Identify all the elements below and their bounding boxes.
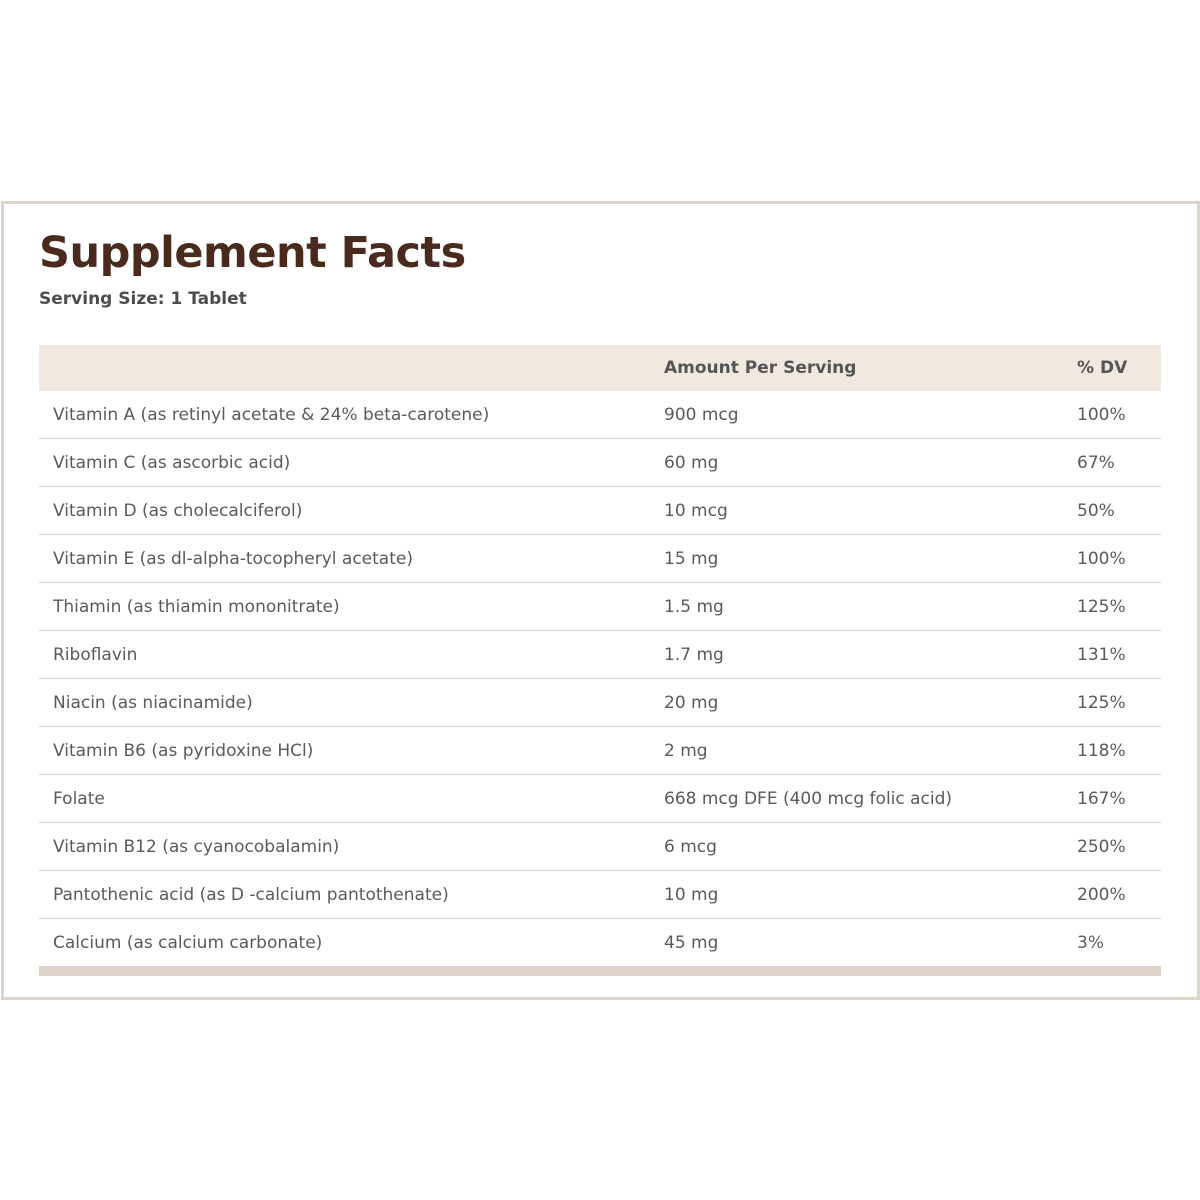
nutrient-dv: 125% xyxy=(1077,596,1126,617)
nutrient-amount: 1.5 mg xyxy=(664,596,724,617)
table-row xyxy=(39,535,1161,583)
nutrient-amount: 2 mg xyxy=(664,740,708,761)
table-header-row xyxy=(39,345,1161,391)
nutrient-dv: 250% xyxy=(1077,836,1126,857)
header-nutrient xyxy=(39,345,650,391)
nutrient-name: Vitamin C (as ascorbic acid) xyxy=(53,452,291,473)
nutrient-name: Vitamin E (as dl-alpha-tocopheryl acetate) xyxy=(53,548,413,569)
table-row xyxy=(39,583,1161,631)
nutrient-amount: 20 mg xyxy=(664,692,719,713)
nutrient-name: Niacin (as niacinamide) xyxy=(53,692,253,713)
supplement-facts-panel xyxy=(1,201,1200,1000)
nutrient-dv: 67% xyxy=(1077,452,1115,473)
nutrient-dv: 131% xyxy=(1077,644,1126,665)
nutrient-dv: 50% xyxy=(1077,500,1115,521)
table-footer-bar xyxy=(39,966,1161,976)
nutrient-amount: 15 mg xyxy=(664,548,719,569)
nutrient-amount: 1.7 mg xyxy=(664,644,724,665)
header-amount-per-serving: Amount Per Serving xyxy=(664,358,857,378)
nutrient-name: Pantothenic acid (as D -calcium pantothenate) xyxy=(53,884,449,905)
table-row xyxy=(39,487,1161,535)
nutrient-name: Vitamin A (as retinyl acetate & 24% beta-carotene) xyxy=(53,404,490,425)
nutrient-dv: 167% xyxy=(1077,788,1126,809)
nutrient-name: Calcium (as calcium carbonate) xyxy=(53,932,323,953)
supplement-facts-table xyxy=(39,345,1161,966)
table-row xyxy=(39,727,1161,775)
nutrient-dv: 118% xyxy=(1077,740,1126,761)
table-row xyxy=(39,919,1161,967)
nutrient-name: Vitamin B6 (as pyridoxine HCl) xyxy=(53,740,314,761)
nutrient-amount: 10 mg xyxy=(664,884,719,905)
table-row xyxy=(39,391,1161,439)
page-title: Supplement Facts xyxy=(39,228,466,278)
table-row xyxy=(39,823,1161,871)
nutrient-amount: 60 mg xyxy=(664,452,719,473)
nutrient-name: Vitamin D (as cholecalciferol) xyxy=(53,500,303,521)
nutrient-dv: 200% xyxy=(1077,884,1126,905)
nutrient-amount: 668 mcg DFE (400 mcg folic acid) xyxy=(664,788,953,809)
table-row xyxy=(39,775,1161,823)
nutrient-dv: 3% xyxy=(1077,932,1104,953)
nutrient-name: Vitamin B12 (as cyanocobalamin) xyxy=(53,836,340,857)
nutrient-amount: 6 mcg xyxy=(664,836,717,857)
table-row xyxy=(39,631,1161,679)
serving-size: Serving Size: 1 Tablet xyxy=(39,289,247,309)
nutrient-amount: 10 mcg xyxy=(664,500,728,521)
nutrient-dv: 125% xyxy=(1077,692,1126,713)
table-row xyxy=(39,871,1161,919)
nutrient-name: Folate xyxy=(53,788,105,809)
nutrient-amount: 45 mg xyxy=(664,932,719,953)
table-row xyxy=(39,439,1161,487)
nutrient-name: Thiamin (as thiamin mononitrate) xyxy=(53,596,340,617)
nutrient-name: Riboflavin xyxy=(53,644,138,665)
nutrient-dv: 100% xyxy=(1077,404,1126,425)
table-row xyxy=(39,679,1161,727)
header-percent-dv: % DV xyxy=(1077,358,1128,378)
nutrient-dv: 100% xyxy=(1077,548,1126,569)
nutrient-amount: 900 mcg xyxy=(664,404,739,425)
